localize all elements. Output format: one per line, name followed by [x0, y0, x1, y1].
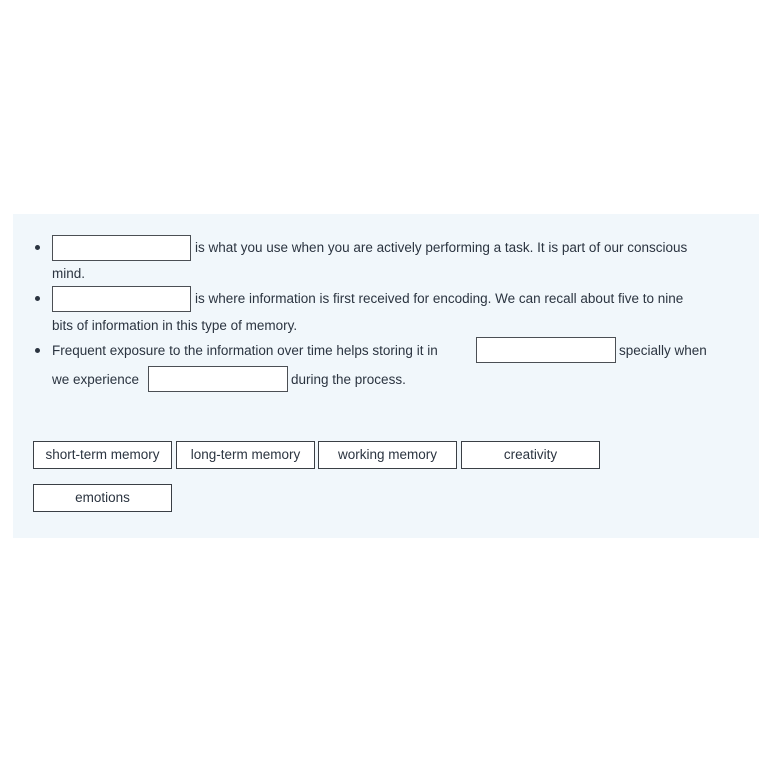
item-3-text-after: specially when — [619, 343, 707, 358]
bullet-3 — [35, 348, 40, 353]
bullet-1 — [35, 245, 40, 250]
option-creativity[interactable]: creativity — [461, 441, 600, 469]
option-short-term-memory[interactable]: short-term memory — [33, 441, 172, 469]
option-emotions[interactable]: emotions — [33, 484, 172, 512]
option-working-memory[interactable]: working memory — [318, 441, 457, 469]
item-3-line2-end: during the process. — [291, 372, 406, 387]
item-1-continuation: mind. — [52, 266, 86, 281]
item-3-line2-start: we experience — [52, 372, 140, 387]
option-long-term-memory[interactable]: long-term memory — [176, 441, 315, 469]
item-2-continuation: bits of information in this type of memory. — [52, 318, 298, 333]
item-3-text-start: Frequent exposure to the information over time helps storing it in — [52, 343, 438, 358]
exercise-panel — [13, 214, 759, 538]
drop-blank-2[interactable] — [52, 286, 191, 312]
drop-blank-1[interactable] — [52, 235, 191, 261]
drop-blank-4[interactable] — [148, 366, 288, 392]
bullet-2 — [35, 296, 40, 301]
item-2-text: is where information is first received for encoding. We can recall about five to nine — [195, 291, 684, 306]
drop-blank-3[interactable] — [476, 337, 616, 363]
item-1-text: is what you use when you are actively performing a task. It is part of our conscious — [195, 240, 688, 255]
